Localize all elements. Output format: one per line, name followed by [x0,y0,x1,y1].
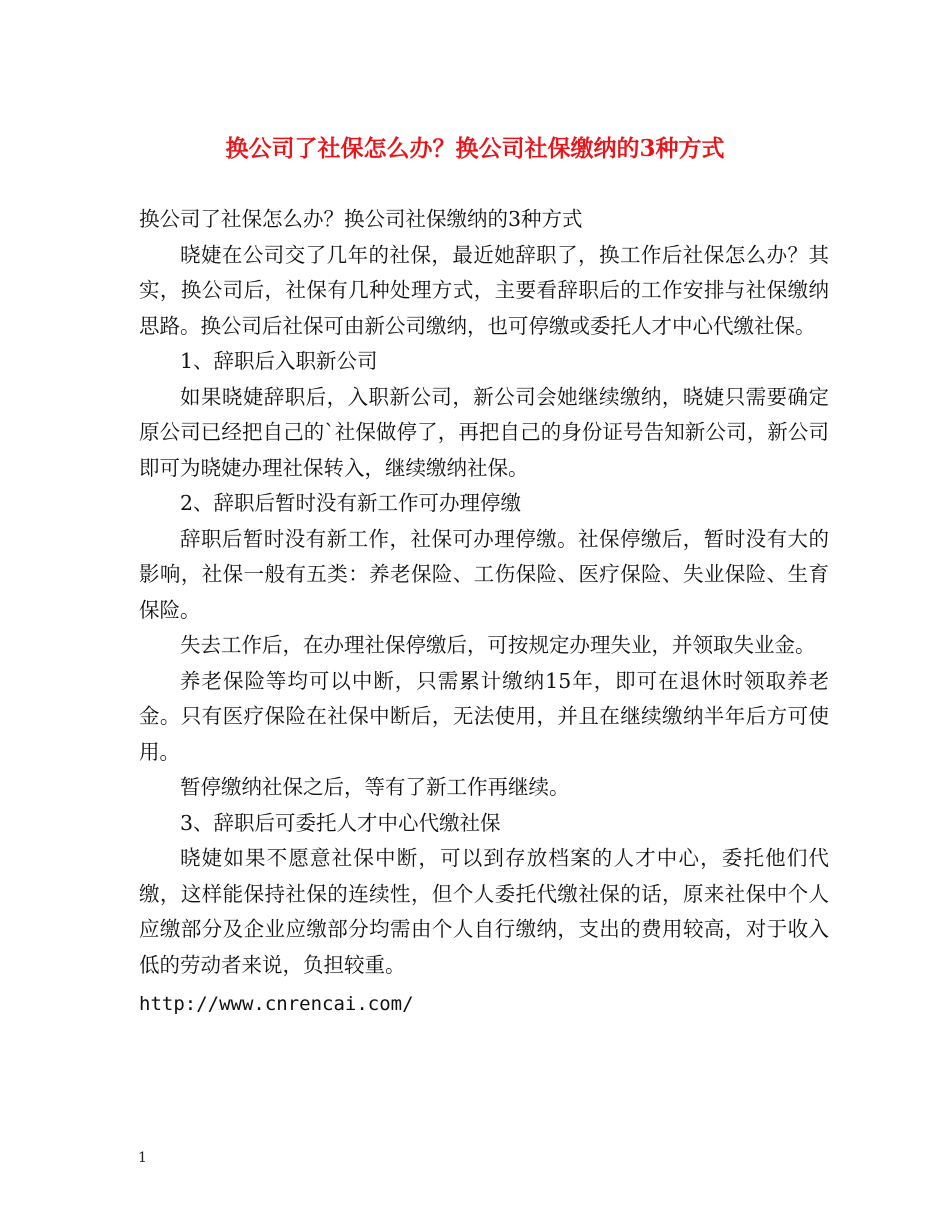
paragraph-unemployment: 失去工作后，在办理社保停缴后，可按规定办理失业，并领取失业金。 [180,633,816,657]
section-heading-1: 1、辞职后入职新公司 [180,349,378,373]
page-number: 1 [138,1150,147,1166]
paragraph-suspend: 辞职后暂时没有新工作，社保可办理停缴。社保停缴后，暂时没有大的影响，社保一般有五类：养老保险、工伤保险、医疗保险、失业保险、生育保险。 [139,526,829,622]
paragraph-subtitle: 换公司了社保怎么办？换公司社保缴纳的3种方式 [139,207,583,231]
section-heading-2: 2、辞职后暂时没有新工作可办理停缴 [180,491,522,515]
document-body [139,202,829,1023]
paragraph-pension: 养老保险等均可以中断，只需累计缴纳15年，即可在退休时领取养老金。只有医疗保险在社保中断后，无法使用，并且在继续缴纳半年后方可使用。 [139,668,829,764]
paragraph-talent-center: 晓婕如果不愿意社保中断，可以到存放档案的人才中心，委托他们代缴，这样能保持社保的连续性，但个人委托代缴社保的话，原来社保中个人应缴部分及企业应缴部分均需由个人自行缴纳，支出的费用较高，对于收入低的劳动者来说，负担较重。 [139,846,829,977]
paragraph-new-company: 如果晓婕辞职后，入职新公司，新公司会她继续缴纳，晓婕只需要确定原公司已经把自己的`社保做停了，再把自己的身份证号告知新公司，新公司即可为晓婕办理社保转入，继续缴纳社保。 [139,384,829,480]
document-title: 换公司了社保怎么办？换公司社保缴纳的3种方式 [225,135,725,162]
section-heading-3: 3、辞职后可委托人才中心代缴社保 [180,810,501,835]
paragraph-resume: 暂停缴纳社保之后，等有了新工作再继续。 [180,775,570,799]
paragraph-intro: 晓婕在公司交了几年的社保，最近她辞职了，换工作后社保怎么办？其实，换公司后，社保有几种处理方式，主要看辞职后的工作安排与社保缴纳思路。换公司后社保可由新公司缴纳，也可停缴或委托人才中心代缴社保。 [139,242,829,338]
source-url: http://www.cnrencai.com/ [139,993,414,1015]
